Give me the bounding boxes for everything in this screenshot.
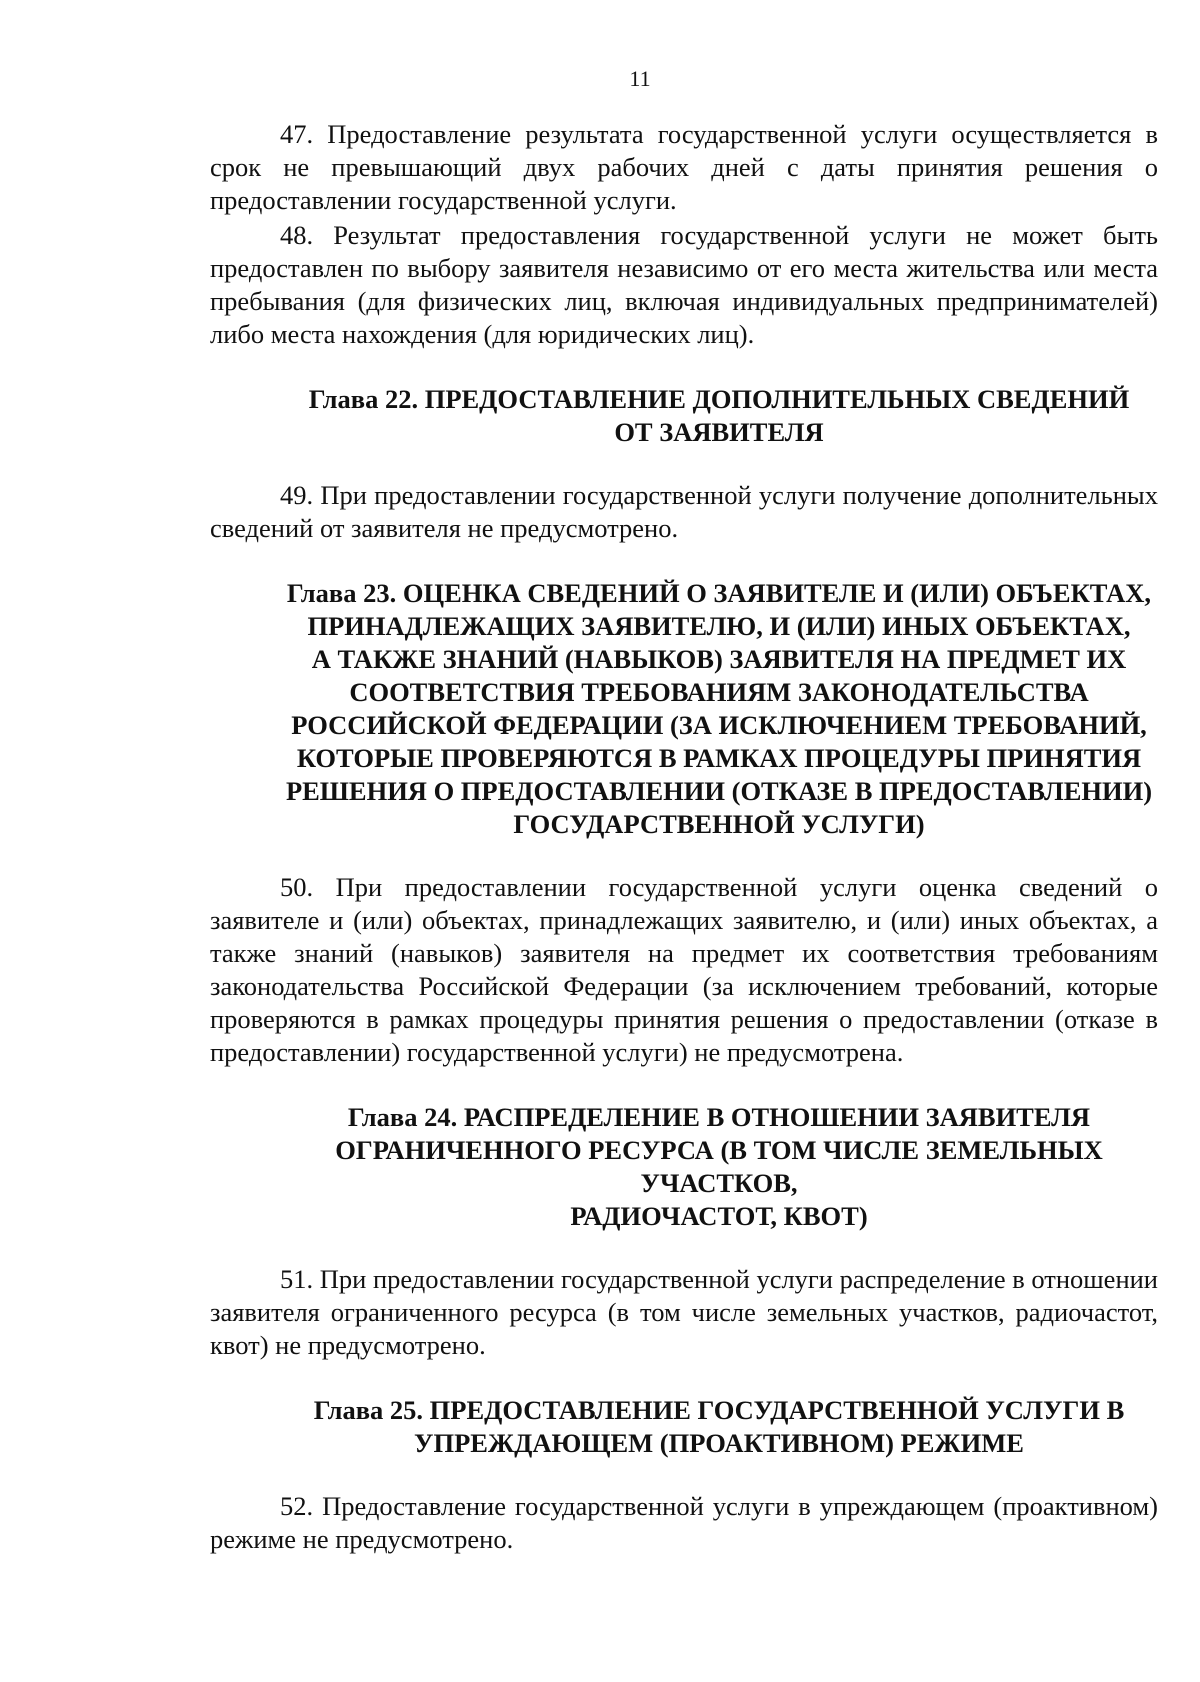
paragraph-48: 48. Результат предоставления государственной услуги не может быть предоставлен по выбору заявителя независимо от его места жительства или места пребывания (для физических лиц, включая индивидуальных предпринимателей) либо места нахождения (для юридических лиц). bbox=[210, 220, 1158, 349]
chapter-22-heading-line: Глава 22. ПРЕДОСТАВЛЕНИЕ ДОПОЛНИТЕЛЬНЫХ СВЕДЕНИЙ bbox=[308, 384, 1130, 414]
chapter-23-heading-line: КОТОРЫЕ ПРОВЕРЯЮТСЯ В РАМКАХ ПРОЦЕДУРЫ ПРИНЯТИЯ bbox=[296, 743, 1142, 773]
paragraph-51: 51. При предоставлении государственной услуги распределение в отношении заявителя ограниченного ресурса (в том числе земельных участков, радиочастот, квот) не предусмотрено. bbox=[210, 1264, 1158, 1360]
chapter-25-heading bbox=[210, 1394, 1158, 1460]
chapter-22-heading bbox=[210, 383, 1158, 449]
paragraph-52: 52. Предоставление государственной услуги в упреждающем (проактивном) режиме не предусмотрено. bbox=[210, 1491, 1158, 1554]
chapter-23-heading-line: РЕШЕНИЯ О ПРЕДОСТАВЛЕНИИ (ОТКАЗЕ В ПРЕДОСТАВЛЕНИИ) bbox=[285, 776, 1153, 806]
page-number: 11 bbox=[629, 66, 651, 91]
paragraph-47: 47. Предоставление результата государственной услуги осуществляется в срок не превышающий двух рабочих дней с даты принятия решения о предоставлении государственной услуги. bbox=[210, 119, 1158, 215]
chapter-23-heading-line: РОССИЙСКОЙ ФЕДЕРАЦИИ (ЗА ИСКЛЮЧЕНИЕМ ТРЕБОВАНИЙ, bbox=[291, 710, 1147, 740]
chapter-23-heading-line: А ТАКЖЕ ЗНАНИЙ (НАВЫКОВ) ЗАЯВИТЕЛЯ НА ПРЕДМЕТ ИХ bbox=[311, 644, 1127, 674]
chapter-23-heading-line: Глава 23. ОЦЕНКА СВЕДЕНИЙ О ЗАЯВИТЕЛЕ И (ИЛИ) ОБЪЕКТАХ, bbox=[286, 578, 1152, 608]
chapter-22-heading-line: ОТ ЗАЯВИТЕЛЯ bbox=[614, 417, 824, 447]
chapter-23-heading bbox=[210, 577, 1158, 841]
chapter-24-heading-line: РАДИОЧАСТОТ, КВОТ) bbox=[570, 1201, 868, 1231]
paragraph-50: 50. При предоставлении государственной услуги оценка сведений о заявителе и (или) объектах, принадлежащих заявителю, и (или) иных объектах, а также знаний (навыков) заявителя на предмет их соответствия требованиям законодательства Российской Федерации (за исключением требований, которые проверяются в рамках процедуры принятия решения о предоставлении (отказе в предоставлении) государственной услуги) не предусмотрена. bbox=[210, 872, 1158, 1067]
chapter-24-heading-line: ОГРАНИЧЕННОГО РЕСУРСА (В ТОМ ЧИСЛЕ ЗЕМЕЛЬНЫХ УЧАСТКОВ, bbox=[335, 1135, 1103, 1198]
chapter-23-heading-line: ПРИНАДЛЕЖАЩИХ ЗАЯВИТЕЛЮ, И (ИЛИ) ИНЫХ ОБЪЕКТАХ, bbox=[307, 611, 1131, 641]
chapter-23-heading-line: СООТВЕТСТВИЯ ТРЕБОВАНИЯМ ЗАКОНОДАТЕЛЬСТВА bbox=[349, 677, 1089, 707]
chapter-25-heading-line: УПРЕЖДАЮЩЕМ (ПРОАКТИВНОМ) РЕЖИМЕ bbox=[414, 1428, 1024, 1458]
chapter-24-heading-line: Глава 24. РАСПРЕДЕЛЕНИЕ В ОТНОШЕНИИ ЗАЯВИТЕЛЯ bbox=[347, 1102, 1091, 1132]
chapter-24-heading bbox=[210, 1101, 1158, 1233]
paragraph-49: 49. При предоставлении государственной услуги получение дополнительных сведений от заявителя не предусмотрено. bbox=[210, 480, 1158, 543]
document-body bbox=[210, 118, 1158, 1556]
chapter-25-heading-line: Глава 25. ПРЕДОСТАВЛЕНИЕ ГОСУДАРСТВЕННОЙ УСЛУГИ В bbox=[313, 1395, 1125, 1425]
chapter-23-heading-line: ГОСУДАРСТВЕННОЙ УСЛУГИ) bbox=[513, 809, 925, 839]
